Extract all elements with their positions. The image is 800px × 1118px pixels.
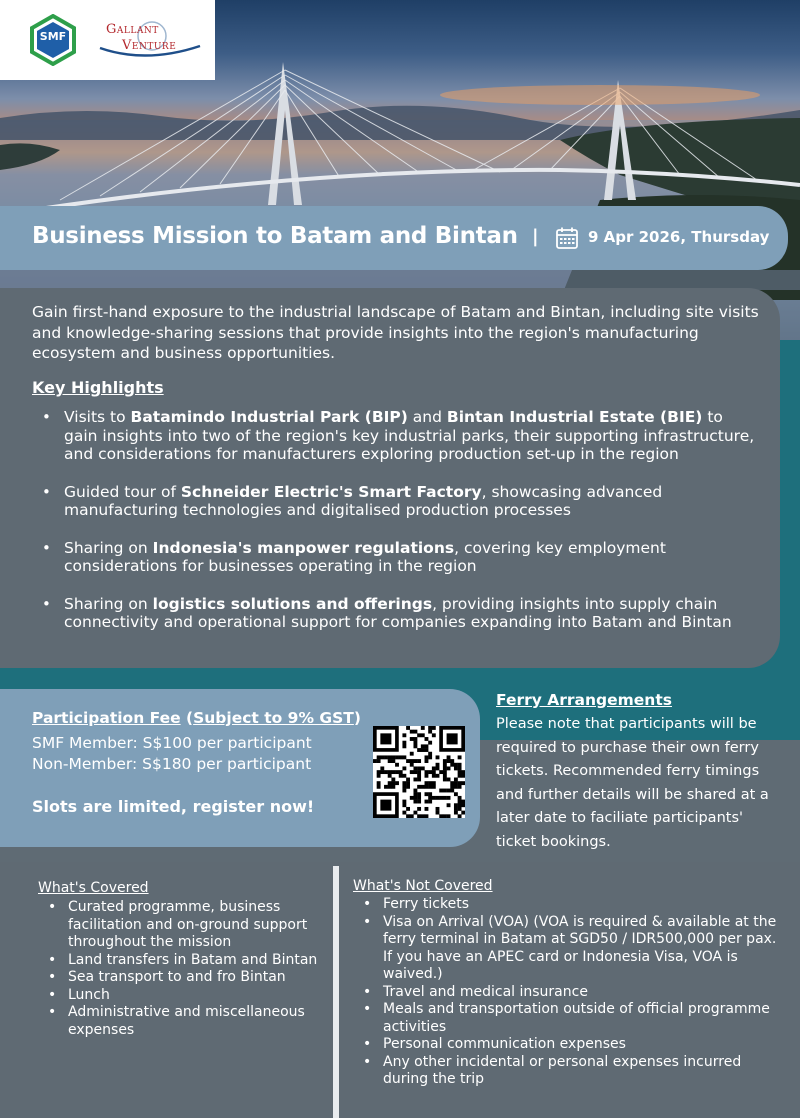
highlights-list (40, 408, 760, 651)
covered-item: • Lunch (38, 987, 324, 1005)
not-covered-item: • Personal communication expenses (353, 1036, 783, 1054)
non-member-fee: Non-Member: S$180 per participant (32, 755, 312, 773)
covered-item: • Curated programme, business facilitation and on-ground support throughout the mission (38, 899, 324, 952)
fee-box (0, 689, 480, 847)
not-covered-item: • Ferry tickets (353, 896, 783, 914)
covered-list (38, 899, 324, 1039)
intro-text: Gain first-hand exposure to the industrial landscape of Batam and Bintan, including site visits and knowledge-sharing sessions that provide insights into the region's manufacturing ecosystem and business opportunities. (32, 303, 759, 362)
member-fee: SMF Member: S$100 per participant (32, 734, 312, 752)
calendar-icon (555, 226, 579, 250)
smf-logo (28, 14, 78, 66)
fee-title: Participation Fee (Subject to 9% GST) (32, 709, 361, 727)
not-covered-item: • Meals and transportation outside of official programme activities (353, 1001, 783, 1036)
logo-box (0, 0, 215, 80)
title-separator: | (532, 226, 539, 247)
highlight-item: • Visits to Batamindo Industrial Park (BIP) and Bintan Industrial Estate (BIE) to gain insights into two of the region's key industrial parks, their supporting infrastructure, and considerations for manufacturers exploring production set-up in the region (40, 408, 760, 464)
highlight-item: • Guided tour of Schneider Electric's Smart Factory, showcasing advanced manufacturing technologies and digitalised production processes (40, 483, 760, 520)
event-date: 9 Apr 2026, Thursday (588, 228, 770, 246)
ferry-title: Ferry Arrangements (496, 691, 672, 709)
gallant-text: Gallant (106, 22, 159, 37)
register-cta: Slots are limited, register now! (32, 797, 315, 816)
highlight-item: • Sharing on Indonesia's manpower regulations, covering key employment considerations for businesses operating in the region (40, 539, 760, 576)
not-covered-list (353, 896, 783, 1089)
covered-item: • Land transfers in Batam and Bintan (38, 952, 324, 970)
covered-item: • Administrative and miscellaneous expenses (38, 1004, 324, 1039)
qr-code-icon[interactable] (373, 726, 465, 818)
page-title: Business Mission to Batam and Bintan (32, 223, 518, 249)
description-card (0, 288, 780, 668)
gallant-venture-logo (96, 18, 206, 64)
smf-logo-text: SMF (39, 30, 67, 43)
ferry-text: Please note that participants will be required to purchase their own ferry tickets. Recommended ferry timings and further details will be shared at a later date to faciliate participants' ticket bookings. (496, 716, 769, 850)
key-highlights-title: Key Highlights (32, 378, 164, 397)
venture-text: Venture (122, 38, 177, 53)
covered-title: What's Covered (38, 880, 149, 896)
not-covered-title: What's Not Covered (353, 878, 493, 894)
not-covered-item: • Any other incidental or personal expenses incurred during the trip (353, 1054, 783, 1089)
not-covered-item: • Travel and medical insurance (353, 984, 783, 1002)
covered-item: • Sea transport to and fro Bintan (38, 969, 324, 987)
highlight-item: • Sharing on logistics solutions and offerings, providing insights into supply chain connectivity and operational support for companies expanding into Batam and Bintan (40, 595, 760, 632)
title-banner (0, 206, 788, 270)
column-divider (333, 866, 339, 1118)
not-covered-item: • Visa on Arrival (VOA) (VOA is required & available at the ferry terminal in Batam at SGD50 / IDR500,000 per pax. If you have an APEC card or Indonesia Visa, VOA is waived.) (353, 914, 783, 984)
